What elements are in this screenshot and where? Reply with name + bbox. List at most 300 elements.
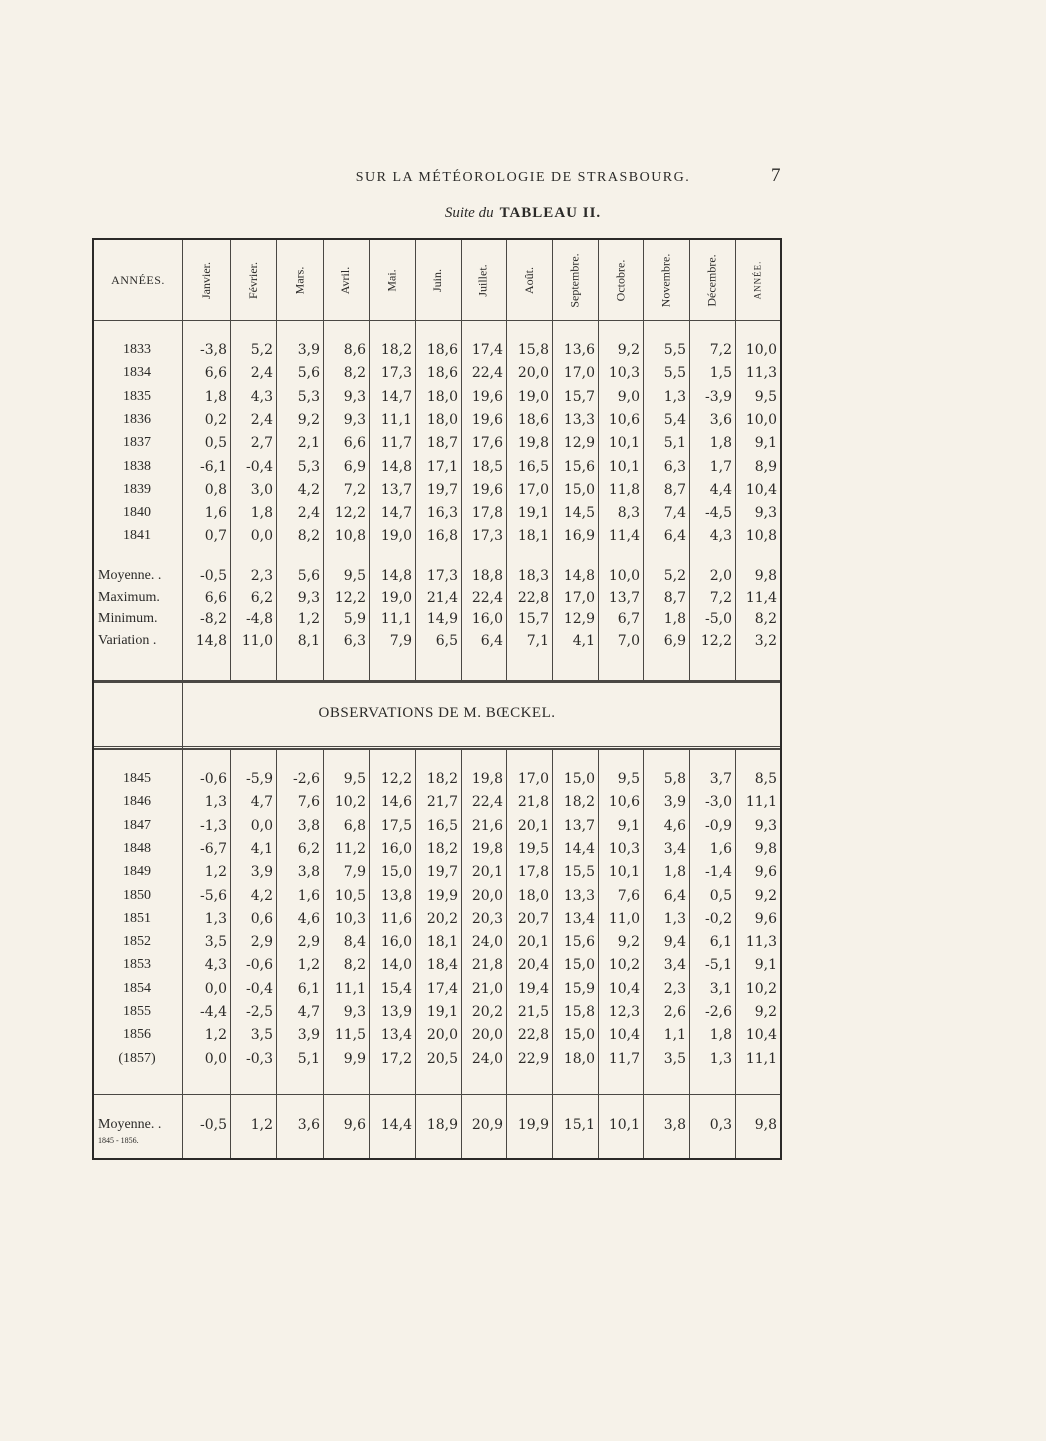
table-cell: 6,2 bbox=[250, 589, 273, 606]
table-cell: 10,4 bbox=[608, 980, 640, 997]
table-cell: -5,1 bbox=[705, 957, 732, 974]
table-cell: 1,3 bbox=[204, 910, 227, 927]
table-cell: 15,6 bbox=[563, 934, 595, 951]
row-label: 1846 bbox=[123, 794, 151, 810]
header-month-label: Décembre. bbox=[704, 253, 719, 307]
table-cell: 10,4 bbox=[608, 1027, 640, 1044]
table-cell: 11,8 bbox=[608, 481, 640, 498]
table-cell: 3,1 bbox=[709, 980, 732, 997]
table-cell: -0,4 bbox=[246, 980, 273, 997]
table-cell: 13,9 bbox=[380, 1004, 412, 1020]
table-cell: 14,4 bbox=[563, 840, 595, 857]
table-cell: 7,9 bbox=[389, 632, 412, 649]
table-cell: 6,1 bbox=[709, 934, 732, 951]
header-month-label: Juin. bbox=[430, 268, 445, 292]
header-month bbox=[689, 240, 735, 320]
table-row bbox=[94, 502, 780, 524]
table-cell: 9,6 bbox=[754, 910, 777, 927]
table-cell: 4,3 bbox=[709, 528, 732, 545]
table-cell: 20,9 bbox=[471, 1117, 503, 1133]
table-cell: 17,1 bbox=[426, 458, 458, 475]
table-cell: 10,8 bbox=[745, 528, 777, 545]
row-label: 1835 bbox=[123, 388, 151, 404]
table-cell: 4,3 bbox=[250, 388, 273, 405]
row-label: Variation . bbox=[98, 632, 157, 648]
table-cell: 8,5 bbox=[754, 771, 777, 787]
table-cell: 13,7 bbox=[380, 481, 412, 498]
table-cell: 17,5 bbox=[380, 817, 412, 834]
table-row bbox=[94, 861, 780, 883]
table-cell: 1,3 bbox=[663, 388, 686, 405]
table-cell: 1,5 bbox=[709, 365, 732, 382]
table-cell: 16,5 bbox=[517, 458, 549, 475]
table-cell: 5,1 bbox=[663, 435, 686, 452]
table-cell: 2,4 bbox=[250, 411, 273, 428]
table-cell: -8,2 bbox=[200, 611, 227, 627]
table-cell: 0,8 bbox=[204, 481, 227, 498]
table-cell: 20,1 bbox=[471, 864, 503, 881]
table-cell: 6,3 bbox=[343, 632, 366, 649]
table-cell: 20,1 bbox=[517, 934, 549, 951]
table-cell: 6,6 bbox=[204, 589, 227, 606]
row-rule bbox=[94, 748, 780, 750]
table-cell: 19,1 bbox=[426, 1004, 458, 1020]
table-cell: 17,8 bbox=[471, 505, 503, 522]
header-month-label: Mars. bbox=[291, 266, 306, 294]
table-cell: 18,6 bbox=[426, 342, 458, 358]
header-month bbox=[415, 240, 461, 320]
table-cell: 12,2 bbox=[380, 771, 412, 787]
table-cell: 1,2 bbox=[204, 1027, 227, 1044]
table-row bbox=[94, 1024, 780, 1046]
table-row bbox=[94, 908, 780, 930]
row-rule bbox=[94, 682, 780, 683]
table-cell: 5,5 bbox=[663, 342, 686, 358]
table-cell: -4,4 bbox=[200, 1004, 227, 1020]
running-head: SUR LA MÉTÉOROLOGIE DE STRASBOURG. bbox=[355, 170, 691, 185]
table-cell: 14,0 bbox=[380, 957, 412, 974]
table-cell: 11,6 bbox=[380, 910, 412, 927]
table-cell: 2,0 bbox=[709, 568, 732, 584]
table-cell: 19,8 bbox=[471, 771, 503, 787]
table-cell: 19,0 bbox=[517, 388, 549, 405]
table-cell: 15,0 bbox=[563, 771, 595, 787]
table-cell: 0,0 bbox=[250, 817, 273, 834]
table-cell: 9,4 bbox=[663, 934, 686, 951]
table-cell: 3,9 bbox=[297, 1027, 320, 1044]
table-cell: 11,0 bbox=[608, 910, 640, 927]
table-cell: 6,2 bbox=[297, 840, 320, 857]
table-cell: 5,3 bbox=[297, 388, 320, 405]
table-cell: 8,2 bbox=[343, 365, 366, 382]
table-row bbox=[94, 362, 780, 384]
table-row bbox=[94, 432, 780, 454]
table-cell: 19,6 bbox=[471, 411, 503, 428]
table-cell: 20,0 bbox=[471, 887, 503, 904]
header-month-label: Septembre. bbox=[567, 252, 582, 308]
row-label: 1856 bbox=[123, 1027, 151, 1043]
table-cell: 16,3 bbox=[426, 505, 458, 522]
table-cell: -5,6 bbox=[200, 887, 227, 904]
table-row bbox=[94, 565, 780, 587]
table-cell: 2,7 bbox=[250, 435, 273, 452]
table-cell: 3,4 bbox=[663, 840, 686, 857]
table-cell: 18,7 bbox=[426, 435, 458, 452]
table-cell: 11,1 bbox=[380, 411, 412, 428]
table-cell: 18,0 bbox=[563, 1050, 595, 1067]
row-label: 1849 bbox=[123, 864, 151, 880]
table-cell: 7,2 bbox=[709, 589, 732, 606]
table-cell: 19,6 bbox=[471, 481, 503, 498]
table-row bbox=[94, 608, 780, 630]
table-cell: 6,6 bbox=[204, 365, 227, 382]
table-cell: 5,9 bbox=[343, 611, 366, 627]
table-cell: 16,8 bbox=[426, 528, 458, 545]
row-rule bbox=[94, 1094, 780, 1095]
table-cell: 0,0 bbox=[204, 1050, 227, 1067]
table-cell: 20,0 bbox=[517, 365, 549, 382]
table-cell: 24,0 bbox=[471, 934, 503, 951]
table-cell: 18,4 bbox=[426, 957, 458, 974]
table-cell: 3,0 bbox=[250, 481, 273, 498]
table-cell: 14,9 bbox=[426, 611, 458, 627]
table-cell: 9,2 bbox=[754, 887, 777, 904]
table-subtitle bbox=[0, 205, 1046, 222]
table-cell: 19,4 bbox=[517, 980, 549, 997]
table-cell: 0,0 bbox=[250, 528, 273, 545]
table-cell: 19,7 bbox=[426, 864, 458, 881]
table-cell: 7,6 bbox=[617, 887, 640, 904]
table-row bbox=[94, 885, 780, 907]
table-cell: -6,1 bbox=[200, 458, 227, 475]
header-month bbox=[506, 240, 552, 320]
table-row bbox=[94, 587, 780, 609]
header-month bbox=[598, 240, 643, 320]
table-cell: 0,6 bbox=[250, 910, 273, 927]
table-cell: 19,7 bbox=[426, 481, 458, 498]
table-cell: 21,8 bbox=[471, 957, 503, 974]
table-cell: 1,2 bbox=[250, 1117, 273, 1133]
table-cell: 22,4 bbox=[471, 589, 503, 606]
table-cell: 18,3 bbox=[517, 568, 549, 584]
table-cell: 1,3 bbox=[663, 910, 686, 927]
table-cell: 19,9 bbox=[517, 1117, 549, 1133]
table-cell: 18,2 bbox=[563, 794, 595, 811]
table-cell: 12,2 bbox=[334, 505, 366, 522]
table-cell: 8,1 bbox=[297, 632, 320, 649]
table-cell: 9,1 bbox=[617, 817, 640, 834]
table-cell: 6,6 bbox=[343, 435, 366, 452]
observations-title: OBSERVATIONS DE M. BŒCKEL. bbox=[318, 705, 556, 721]
table-cell: 0,5 bbox=[204, 435, 227, 452]
table-cell: 4,6 bbox=[297, 910, 320, 927]
table-cell: 17,4 bbox=[471, 342, 503, 358]
table-cell: 18,0 bbox=[426, 411, 458, 428]
table-cell: 11,7 bbox=[608, 1050, 640, 1067]
table-cell: 10,6 bbox=[608, 794, 640, 811]
table-cell: 10,1 bbox=[608, 1117, 640, 1133]
row-label: Moyenne. . bbox=[98, 1117, 162, 1132]
table-cell: -0,3 bbox=[246, 1050, 273, 1067]
table-cell: 18,2 bbox=[426, 771, 458, 787]
table-cell: 10,2 bbox=[608, 957, 640, 974]
table-cell: 22,9 bbox=[517, 1050, 549, 1067]
table-cell: 6,3 bbox=[663, 458, 686, 475]
header-month-label: Mai. bbox=[384, 268, 399, 292]
row-label: 1834 bbox=[123, 365, 151, 381]
table-row bbox=[94, 479, 780, 501]
table-cell: 1,8 bbox=[709, 1027, 732, 1044]
table-cell: 13,7 bbox=[563, 817, 595, 834]
header-month bbox=[323, 240, 369, 320]
table-cell: 13,4 bbox=[563, 910, 595, 927]
table-cell: 17,2 bbox=[380, 1050, 412, 1067]
table-cell: 9,3 bbox=[343, 1004, 366, 1020]
table-cell: 11,4 bbox=[608, 528, 640, 545]
table-cell: 8,2 bbox=[297, 528, 320, 545]
table-cell: 15,6 bbox=[563, 458, 595, 475]
table-cell: 7,0 bbox=[617, 632, 640, 649]
table-cell: 5,3 bbox=[297, 458, 320, 475]
table-cell: 1,2 bbox=[297, 611, 320, 627]
table-cell: 18,6 bbox=[517, 411, 549, 428]
row-label: 1836 bbox=[123, 411, 151, 427]
table-cell: 9,5 bbox=[754, 388, 777, 405]
table-cell: 18,2 bbox=[380, 342, 412, 358]
table-cell: 2,4 bbox=[297, 505, 320, 522]
table-row bbox=[94, 1048, 780, 1070]
table-cell: 19,8 bbox=[517, 435, 549, 452]
table-cell: 16,0 bbox=[471, 611, 503, 627]
table-cell: 1,1 bbox=[663, 1027, 686, 1044]
row-label: 1848 bbox=[123, 840, 151, 856]
table-cell: 11,1 bbox=[745, 794, 777, 811]
table-cell: 15,5 bbox=[563, 864, 595, 881]
table-cell: 4,2 bbox=[297, 481, 320, 498]
row-label: 1855 bbox=[123, 1004, 151, 1019]
table-row bbox=[94, 1001, 780, 1023]
table-cell: 11,7 bbox=[380, 435, 412, 452]
table-cell: 6,4 bbox=[663, 528, 686, 545]
row-label: 1851 bbox=[123, 910, 151, 926]
table-cell: 8,3 bbox=[617, 505, 640, 522]
table-row bbox=[94, 768, 780, 790]
table-cell: 17,0 bbox=[517, 771, 549, 787]
table-cell: 10,1 bbox=[608, 864, 640, 881]
table-cell: 10,0 bbox=[745, 411, 777, 428]
header-month bbox=[276, 240, 323, 320]
table-cell: 12,2 bbox=[334, 589, 366, 606]
row-label: 1847 bbox=[123, 817, 151, 833]
table-cell: 22,4 bbox=[471, 794, 503, 811]
table-cell: 5,6 bbox=[297, 365, 320, 382]
table-cell: 15,8 bbox=[517, 342, 549, 358]
table-cell: 11,3 bbox=[745, 934, 777, 951]
table-cell: 9,3 bbox=[297, 589, 320, 606]
table-cell: 11,5 bbox=[334, 1027, 366, 1044]
row-label: 1845 bbox=[123, 771, 151, 786]
header-month-label: Août. bbox=[521, 266, 536, 294]
table-cell: 18,1 bbox=[426, 934, 458, 951]
table-cell: 9,1 bbox=[754, 435, 777, 452]
table-cell: 17,3 bbox=[471, 528, 503, 545]
table-cell: -0,6 bbox=[200, 771, 227, 787]
table-cell: 0,5 bbox=[709, 887, 732, 904]
table-cell: 2,3 bbox=[663, 980, 686, 997]
table-cell: 21,8 bbox=[517, 794, 549, 811]
table-cell: 3,2 bbox=[754, 632, 777, 649]
table-cell: 16,0 bbox=[380, 840, 412, 857]
table-cell: 13,3 bbox=[563, 887, 595, 904]
header-month bbox=[735, 240, 780, 320]
table-cell: 3,8 bbox=[663, 1117, 686, 1133]
table-cell: 10,4 bbox=[745, 481, 777, 498]
table-cell: 5,4 bbox=[663, 411, 686, 428]
table-cell: 9,8 bbox=[754, 1117, 777, 1133]
table-cell: 6,5 bbox=[435, 632, 458, 649]
table-cell: -3,9 bbox=[705, 388, 732, 405]
table-cell: -4,8 bbox=[246, 611, 273, 627]
table-cell: 21,6 bbox=[471, 817, 503, 834]
table-cell: 18,5 bbox=[471, 458, 503, 475]
table-cell: 14,7 bbox=[380, 388, 412, 405]
table-cell: 7,1 bbox=[526, 632, 549, 649]
table-cell: 9,2 bbox=[617, 934, 640, 951]
table-cell: 17,0 bbox=[563, 365, 595, 382]
row-label: 1850 bbox=[123, 887, 151, 903]
table-cell: 8,6 bbox=[343, 342, 366, 358]
table-cell: 13,7 bbox=[608, 589, 640, 606]
table-cell: 19,1 bbox=[517, 505, 549, 522]
table-cell: 8,4 bbox=[343, 934, 366, 951]
table-cell: 19,0 bbox=[380, 589, 412, 606]
table-cell: 10,3 bbox=[334, 910, 366, 927]
table-cell: 22,4 bbox=[471, 365, 503, 382]
table-cell: -0,6 bbox=[246, 957, 273, 974]
table-cell: 3,9 bbox=[250, 864, 273, 881]
table-cell: 5,6 bbox=[297, 568, 320, 584]
table-cell: 8,7 bbox=[663, 589, 686, 606]
header-month bbox=[369, 240, 415, 320]
table-cell: -5,9 bbox=[246, 771, 273, 787]
table-cell: 4,1 bbox=[250, 840, 273, 857]
table-cell: 5,8 bbox=[663, 771, 686, 787]
table-cell: 8,9 bbox=[754, 458, 777, 475]
row-label: Maximum. bbox=[98, 589, 160, 605]
table-cell: 17,8 bbox=[517, 864, 549, 881]
table-cell: 3,6 bbox=[709, 411, 732, 428]
table-cell: -1,3 bbox=[200, 817, 227, 834]
table-cell: -0,5 bbox=[200, 568, 227, 584]
table-cell: 3,5 bbox=[204, 934, 227, 951]
table-cell: -0,5 bbox=[200, 1117, 227, 1133]
table-cell: 11,1 bbox=[334, 980, 366, 997]
table-cell: 17,6 bbox=[471, 435, 503, 452]
table-cell: 3,4 bbox=[663, 957, 686, 974]
table-cell: 9,2 bbox=[754, 1004, 777, 1020]
table-cell: 10,1 bbox=[608, 435, 640, 452]
table-cell: 15,0 bbox=[563, 957, 595, 974]
table-cell: 18,8 bbox=[471, 568, 503, 584]
table-cell: 15,0 bbox=[563, 1027, 595, 1044]
row-label: Moyenne. . bbox=[98, 568, 162, 583]
table-cell: 11,0 bbox=[241, 632, 273, 649]
table-cell: -4,5 bbox=[705, 505, 732, 522]
table-cell: 15,1 bbox=[563, 1117, 595, 1133]
table-cell: 0,3 bbox=[709, 1117, 732, 1133]
table-row bbox=[94, 978, 780, 1000]
table-cell: 8,7 bbox=[663, 481, 686, 498]
table-cell: 1,8 bbox=[709, 435, 732, 452]
table-cell: 3,8 bbox=[297, 864, 320, 881]
table-cell: 11,1 bbox=[745, 1050, 777, 1067]
table-cell: 11,2 bbox=[334, 840, 366, 857]
table-cell: 13,6 bbox=[563, 342, 595, 358]
table-row bbox=[94, 630, 780, 652]
table-cell: 15,9 bbox=[563, 980, 595, 997]
header-month bbox=[230, 240, 276, 320]
table-cell: 15,7 bbox=[517, 611, 549, 627]
table-cell: 20,2 bbox=[426, 910, 458, 927]
header-month-label: ANNÉE. bbox=[752, 260, 763, 300]
table-cell: 2,9 bbox=[250, 934, 273, 951]
table-cell: 15,4 bbox=[380, 980, 412, 997]
table-cell: 19,5 bbox=[517, 840, 549, 857]
table-row bbox=[94, 409, 780, 431]
table-cell: 10,3 bbox=[608, 840, 640, 857]
table-cell: 5,5 bbox=[663, 365, 686, 382]
header-month-label: Octobre. bbox=[613, 259, 627, 301]
table-cell: 1,6 bbox=[297, 887, 320, 904]
table-cell: 18,6 bbox=[426, 365, 458, 382]
table-cell: -1,4 bbox=[705, 864, 732, 881]
table-cell: 18,0 bbox=[517, 887, 549, 904]
table-cell: -3,0 bbox=[705, 794, 732, 811]
row-label: 1839 bbox=[123, 481, 151, 497]
table-cell: -0,9 bbox=[705, 817, 732, 834]
table-cell: 12,2 bbox=[700, 632, 732, 649]
table-cell: 9,5 bbox=[343, 771, 366, 787]
table-cell: 18,9 bbox=[426, 1117, 458, 1133]
table-cell: 10,6 bbox=[608, 411, 640, 428]
table-cell: 18,0 bbox=[426, 388, 458, 405]
table-cell: 8,2 bbox=[343, 957, 366, 974]
table-cell: 4,1 bbox=[572, 632, 595, 649]
table-cell: 3,5 bbox=[250, 1027, 273, 1044]
table-cell: 14,8 bbox=[563, 568, 595, 584]
table-cell: 5,1 bbox=[297, 1050, 320, 1067]
table-cell: 22,8 bbox=[517, 589, 549, 606]
row-label: 1852 bbox=[123, 934, 151, 950]
table-cell: 16,9 bbox=[563, 528, 595, 545]
table-cell: 2,3 bbox=[250, 568, 273, 584]
table-cell: 24,0 bbox=[471, 1050, 503, 1067]
table-cell: 15,0 bbox=[563, 481, 595, 498]
table-cell: -2,5 bbox=[246, 1004, 273, 1020]
row-rule bbox=[94, 320, 780, 321]
table-cell: 5,2 bbox=[250, 342, 273, 358]
table-cell: 3,9 bbox=[663, 794, 686, 811]
table-cell: 1,3 bbox=[204, 794, 227, 811]
table-cell: -6,7 bbox=[200, 840, 227, 857]
table-cell: 21,5 bbox=[517, 1004, 549, 1020]
table-cell: 18,1 bbox=[517, 528, 549, 545]
table-cell: 4,2 bbox=[250, 887, 273, 904]
row-label: 1833 bbox=[123, 342, 151, 357]
table-cell: 6,4 bbox=[663, 887, 686, 904]
table-cell: 9,6 bbox=[343, 1117, 366, 1133]
table-cell: -3,8 bbox=[200, 342, 227, 358]
